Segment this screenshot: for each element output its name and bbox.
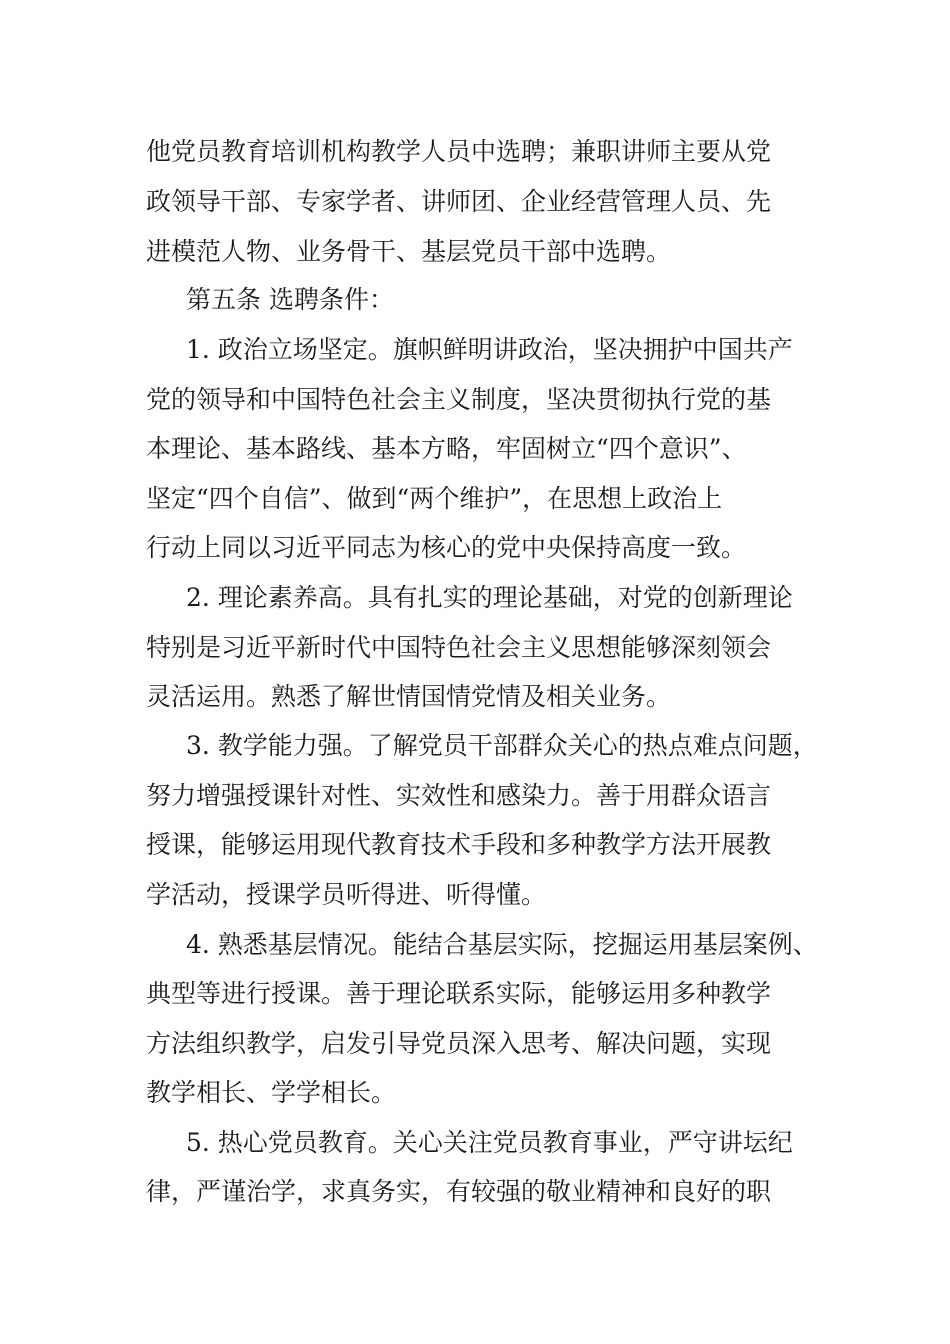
text-line: 他党员教育培训机构教学人员中选聘；兼职讲师主要从党: [146, 137, 772, 166]
text-line: 典型等进行授课。善于理论联系实际，能够运用多种教学: [146, 979, 772, 1008]
article-heading: 第五条 选聘条件：: [186, 285, 394, 314]
text-line: 律，严谨治学，求真务实，有较强的敬业精神和良好的职: [146, 1177, 772, 1206]
text-line: 进模范人物、业务骨干、基层党员干部中选聘。: [146, 237, 672, 266]
text-line: 3. 教学能力强。了解党员干部群众关心的热点难点问题，: [186, 731, 818, 760]
text-line: 授课，能够运用现代教育技术手段和多种教学方法开展教: [146, 830, 772, 859]
text-line: 5. 热心党员教育。关心关注党员教育事业，严守讲坛纪: [186, 1128, 793, 1157]
text-line: 本理论、基本路线、基本方略，牢固树立“四个意识”、: [146, 434, 747, 463]
text-line: 努力增强授课针对性、实效性和感染力。善于用群众语言: [146, 781, 772, 810]
text-line: 灵活运用。熟悉了解世情国情党情及相关业务。: [146, 682, 672, 711]
text-line: 坚定“四个自信”、做到“两个维护”，在思想上政治上: [146, 484, 723, 513]
text-line: 学活动，授课学员听得进、听得懂。: [146, 880, 547, 909]
text-line: 特别是习近平新时代中国特色社会主义思想能够深刻领会: [146, 633, 772, 662]
text-line: 方法组织教学，启发引导党员深入思考、解决问题，实现: [146, 1029, 772, 1058]
text-line: 2. 理论素养高。具有扎实的理论基础，对党的创新理论: [186, 583, 793, 612]
text-line: 党的领导和中国特色社会主义制度，坚决贯彻执行党的基: [146, 385, 772, 414]
text-line: 教学相长、学学相长。: [146, 1078, 397, 1107]
text-line: 政领导干部、专家学者、讲师团、企业经营管理人员、先: [146, 187, 772, 216]
text-line: 1. 政治立场坚定。旗帜鲜明讲政治，坚决拥护中国共产: [186, 335, 793, 364]
text-line: 4. 熟悉基层情况。能结合基层实际，挖掘运用基层案例、: [186, 930, 818, 959]
text-line: 行动上同以习近平同志为核心的党中央保持高度一致。: [146, 533, 747, 562]
